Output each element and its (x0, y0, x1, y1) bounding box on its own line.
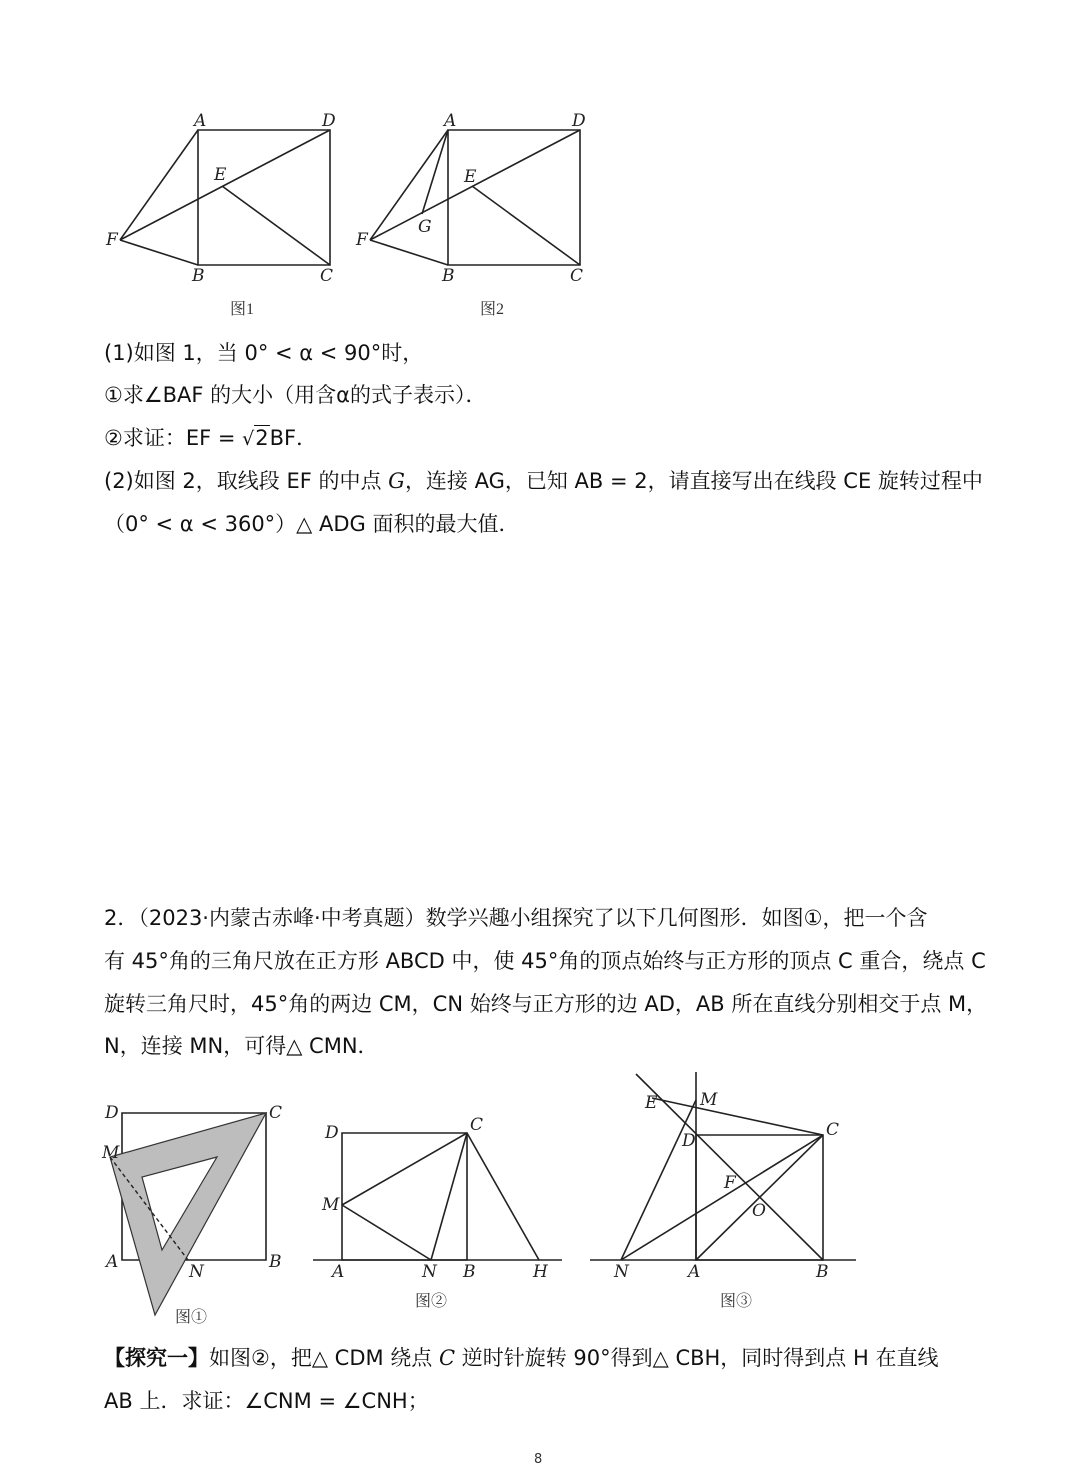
fig2-label-a: A (444, 111, 457, 131)
explore-line-2: AB 上．求证：∠CNM = ∠CNH； (104, 1389, 429, 1413)
b-fig3-label-o: O (752, 1201, 766, 1221)
p2-line-4: N，连接 MN，可得△ CMN． (104, 1034, 379, 1058)
fig1-label-f: F (106, 230, 118, 250)
fig2-label-g: G (418, 217, 432, 237)
explore-a: 如图②，把△ CDM 绕点 (209, 1346, 439, 1370)
b-fig2-label-n: N (422, 1262, 437, 1282)
sqrt-symbol: √ (242, 428, 255, 450)
figure-2 (355, 111, 586, 318)
b-fig2-label-h: H (533, 1262, 548, 1282)
b-fig1-label-c: C (269, 1103, 283, 1123)
p1-q2-sqrt: 2 (255, 426, 269, 450)
b-fig3-label-e: E (645, 1093, 658, 1113)
p1-part1-intro: (1)如图 1，当 0° < α < 90°时， (104, 341, 424, 365)
b-fig1-label-d: D (105, 1103, 119, 1123)
fig1-label-b: B (192, 266, 205, 286)
fig2-caption: 图2 (480, 301, 505, 318)
fig1-label-c: C (320, 266, 334, 286)
b-fig2-label-c: C (470, 1115, 484, 1135)
p1-part2-b: ，连接 AG，已知 AB = 2，请直接写出在线段 CE 旋转过程中 (404, 469, 983, 493)
explore-line-1 (104, 1343, 938, 1373)
explore-title: 【探究一】 (104, 1346, 209, 1370)
p2-line-3: 旋转三角尺时，45°角的两边 CM，CN 始终与正方形的边 AD，AB 所在直线分别相交于点 M， (104, 992, 988, 1016)
fig1-caption: 图1 (230, 301, 255, 318)
b-fig2-label-d: D (325, 1123, 339, 1143)
b-fig1-label-a: A (106, 1252, 119, 1272)
b-fig2-label-a: A (332, 1262, 345, 1282)
b-fig3-label-f: F (724, 1173, 736, 1193)
figure-circle-1 (101, 1103, 282, 1326)
fig2-label-b: B (442, 266, 455, 286)
figure-circle-2 (313, 1115, 562, 1310)
p2-line-1: 2．（2023·内蒙古赤峰·中考真题）数学兴趣小组探究了以下几何图形．如图①，把一个含 (104, 906, 928, 930)
p1-question-2 (104, 423, 317, 454)
fig1-label-e: E (214, 165, 227, 185)
b-fig3-caption: 图③ (720, 1293, 753, 1310)
p1-part2-g: G (388, 469, 405, 493)
explore-c: C (438, 1346, 456, 1370)
b-fig3-label-n: N (614, 1262, 629, 1282)
fig1-label-d: D (322, 111, 336, 131)
fig2-label-f: F (356, 230, 368, 250)
b-fig3-label-a: A (688, 1262, 701, 1282)
p1-question-1: ①求∠BAF 的大小（用含α的式子表示）． (104, 383, 487, 407)
p1-q2-suffix: BF． (269, 426, 318, 450)
figures-top (0, 0, 1080, 330)
figure-circle-3 (590, 1072, 856, 1310)
fig1-label-a: A (194, 111, 207, 131)
p2-line-2: 有 45°角的三角尺放在正方形 ABCD 中，使 45°角的顶点始终与正方形的顶点 C 重合，绕点 C (104, 949, 986, 973)
b-fig1-caption: 图① (175, 1309, 208, 1326)
p1-part2 (104, 466, 983, 496)
b-fig3-label-b: B (816, 1262, 829, 1282)
b-fig2-label-m: M (322, 1195, 340, 1215)
b-fig3-label-c: C (826, 1120, 840, 1140)
figure-1 (105, 111, 336, 318)
b-fig1-label-b: B (269, 1252, 282, 1272)
p1-part2-c: （0° < α < 360°）△ ADG 面积的最大值． (104, 512, 520, 536)
b-fig3-label-d: D (682, 1131, 696, 1151)
b-fig1-label-n: N (189, 1262, 204, 1282)
fig2-label-d: D (572, 111, 586, 131)
b-fig2-caption: 图② (415, 1293, 448, 1310)
b-fig1-label-m: M (102, 1143, 120, 1163)
fig2-label-c: C (570, 266, 584, 286)
p1-q2-prefix: ②求证：EF = (104, 426, 243, 450)
fig2-label-e: E (464, 167, 477, 187)
p1-part2-a: (2)如图 2，取线段 EF 的中点 (104, 469, 389, 493)
b-fig2-label-b: B (463, 1262, 476, 1282)
b-fig3-label-m: M (700, 1090, 718, 1110)
figures-bottom (0, 1060, 1080, 1340)
page-number: 8 (534, 1452, 543, 1467)
explore-b: 逆时针旋转 90°得到△ CBH，同时得到点 H 在直线 (455, 1346, 939, 1370)
